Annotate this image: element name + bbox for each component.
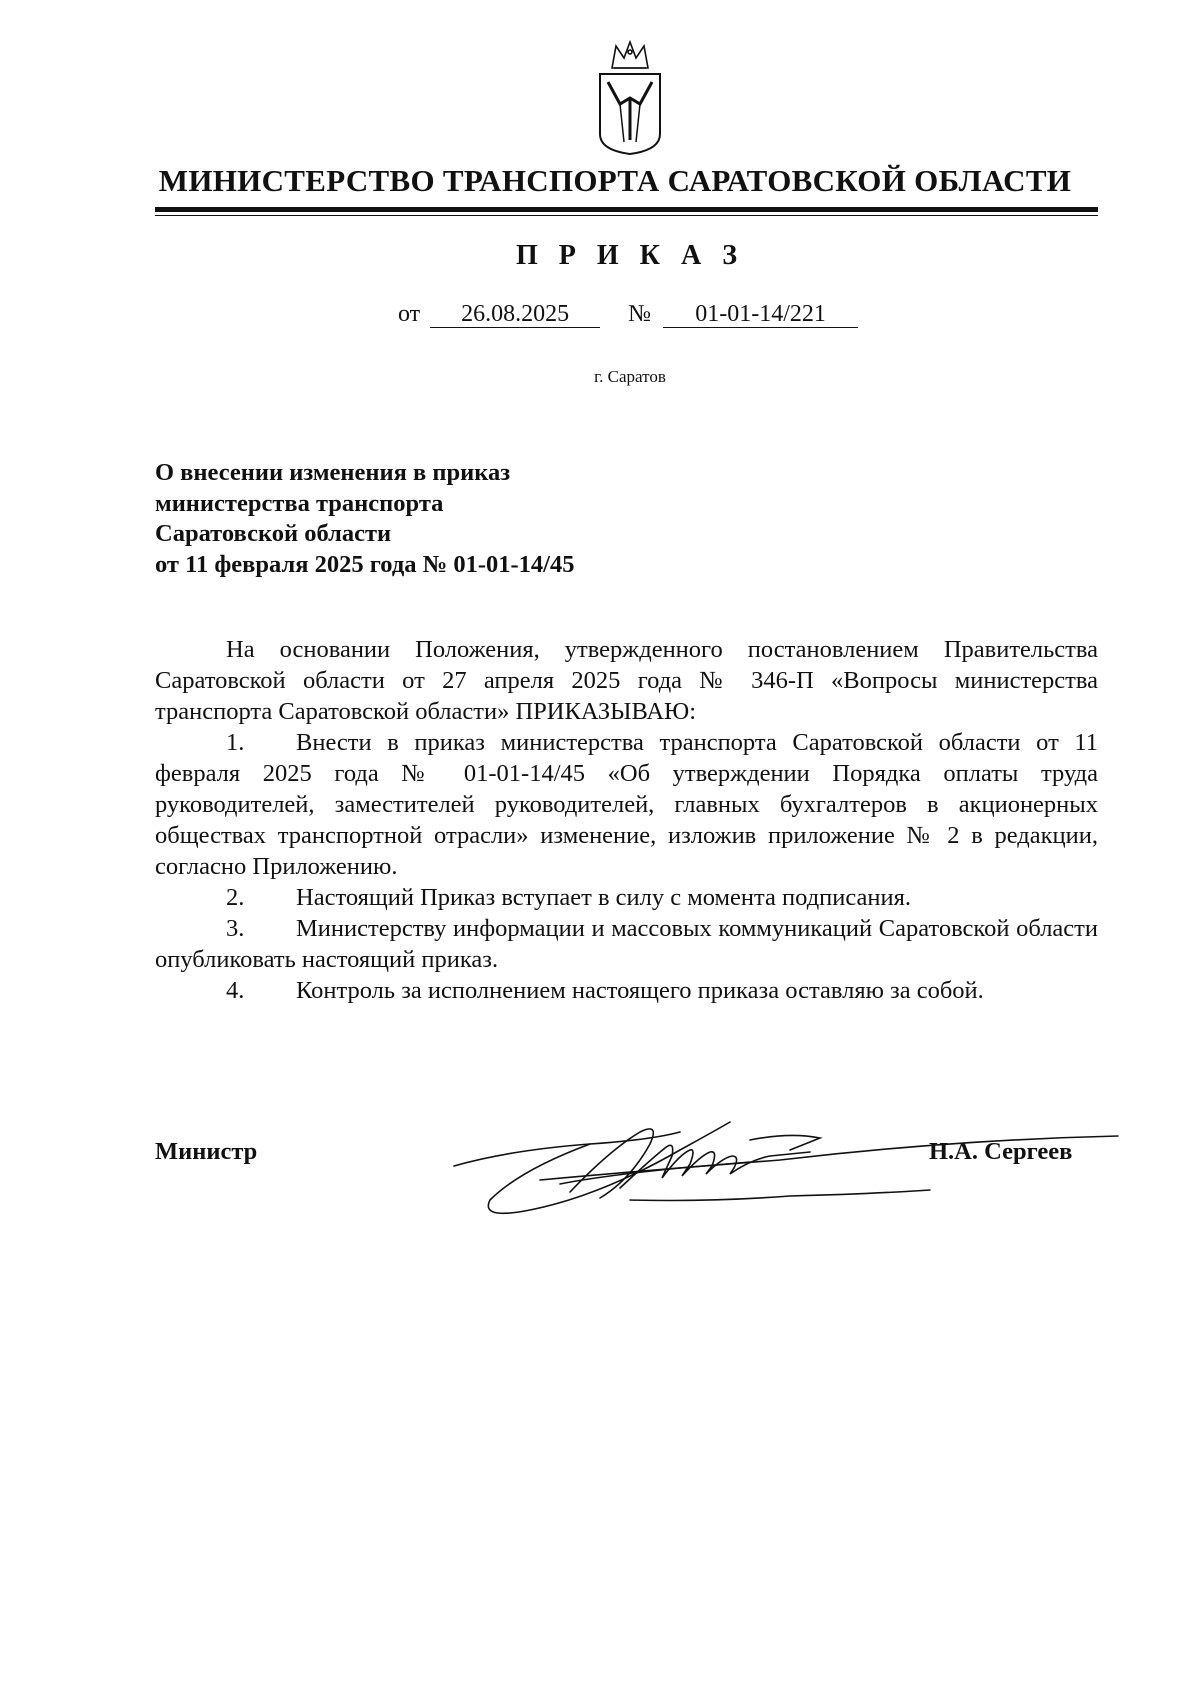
order-item — [155, 975, 1098, 1006]
city: г. Саратов — [594, 367, 666, 386]
signer-position: Министр — [155, 1138, 258, 1165]
item-text: Внести в приказ министерства транспорта Саратовской области от 11 февраля 2025 года № 01-01-14/45 «Об утверждении Порядка оплаты труда руководителей, заместителей руководителей, главных бухгалтеров в акционерных обществах транспортной отрасли» изменение, изложив приложение № 2 в редакции, согласно Приложению. — [155, 729, 1098, 880]
order-item — [155, 913, 1098, 975]
order-title: П Р И К А З — [516, 240, 744, 271]
signer-name: Н.А. Сергеев — [929, 1138, 1073, 1165]
order-number: 01-01-14/221 — [663, 301, 858, 328]
header-divider-thick — [155, 207, 1098, 212]
item-number: 3. — [226, 915, 245, 942]
item-number: 4. — [226, 977, 245, 1004]
subject-line: О внесении изменения в приказ — [155, 459, 511, 486]
item-number: 1. — [226, 729, 245, 756]
coat-of-arms-icon — [594, 38, 666, 156]
item-number: 2. — [226, 884, 245, 911]
order-subject — [155, 458, 574, 580]
order-date-number-line — [398, 301, 858, 328]
item-text: Министерству информации и массовых коммуникаций Саратовской области опубликовать настоящий приказ. — [155, 915, 1098, 973]
order-body — [155, 634, 1098, 1006]
date-label: от — [398, 301, 421, 327]
subject-line: от 11 февраля 2025 года № 01-01-14/45 — [155, 550, 575, 578]
item-text: Контроль за исполнением настоящего приказа оставляю за собой. — [296, 977, 984, 1004]
order-item — [155, 882, 1098, 913]
order-item — [155, 727, 1098, 882]
subject-line: Саратовской области — [155, 520, 392, 547]
number-label: № — [628, 301, 652, 327]
ministry-name: МИНИСТЕРСТВО ТРАНСПОРТА САРАТОВСКОЙ ОБЛАСТИ — [158, 163, 1072, 198]
subject-line: министерства транспорта — [155, 489, 444, 517]
preamble: На основании Положения, утвержденного постановлением Правительства Саратовской области от 27 апреля 2025 года № 346-П «Вопросы министерства транспорта Саратовской области» ПРИКАЗЫВАЮ: — [155, 636, 1098, 725]
order-date: 26.08.2025 — [430, 301, 600, 328]
header-divider-thin — [155, 215, 1098, 216]
item-text: Настоящий Приказ вступает в силу с момента подписания. — [296, 884, 912, 911]
